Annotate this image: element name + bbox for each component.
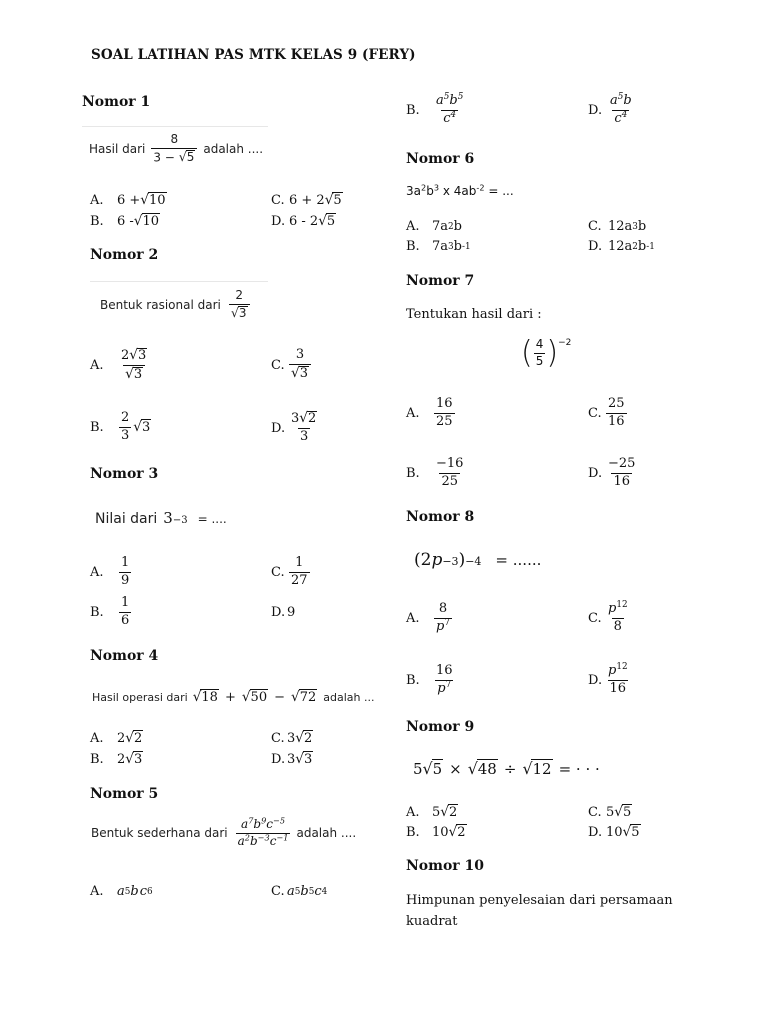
question-2-text <box>100 289 252 321</box>
q3-option-d[interactable]: D. 9 <box>271 605 296 620</box>
q6-option-d[interactable]: D. 12a 2 b -1 <box>588 239 655 254</box>
question-7-heading: Nomor 7 <box>406 273 475 289</box>
question-4-text: Hasil operasi dari √ 18 + √ 50 − √ 72 adalah ... <box>92 689 375 705</box>
q6-option-c[interactable]: C. 12a 3 b <box>588 219 647 234</box>
q5-option-b[interactable]: B. $\frac{a^5b^5}{c^4}$ <box>406 92 464 126</box>
page-title: SOAL LATIHAN PAS MTK KELAS 9 (FERY) <box>91 47 416 63</box>
question-9-expression: 5 √ 5 × √ 48 ÷ √ 12 = · · · <box>413 759 600 778</box>
q5-option-c[interactable]: C. a 5 b 5 c 4 <box>271 884 328 899</box>
question-2-fraction: 2 √ 3 <box>229 289 250 321</box>
fraction-denominator: 3 − <box>153 150 179 165</box>
question-2-heading: Nomor 2 <box>90 247 159 263</box>
q8-option-a[interactable]: A. $\frac{8}{p^7}$ <box>406 601 450 634</box>
question-10-heading: Nomor 10 <box>406 858 485 874</box>
q2-option-c[interactable]: C. 3 √ 3 <box>271 348 313 382</box>
question-2-image <box>90 281 268 331</box>
question-1-fraction: 8 3 − √ 5 <box>151 133 197 165</box>
q7-option-c[interactable]: C. $\frac{25}{16}$ <box>588 396 625 429</box>
q8-option-b[interactable]: B. $\frac{16}{p^7}$ <box>406 663 453 696</box>
question-1-prefix: Hasil dari <box>89 141 146 156</box>
question-8-heading: Nomor 8 <box>406 509 475 525</box>
question-1-heading: Nomor 1 <box>82 94 151 110</box>
q2-option-d[interactable]: D. 3 √ 2 3 <box>271 410 317 445</box>
question-2-prefix: Bentuk rasional dari <box>100 297 221 312</box>
q4-option-b[interactable]: B. 2 √ 3 <box>90 751 143 767</box>
q1-option-d[interactable]: D. 6 - 2 √ 5 <box>271 213 336 229</box>
question-6-heading: Nomor 6 <box>406 151 475 167</box>
fraction-numerator: 8 <box>170 132 179 146</box>
q4-option-a[interactable]: A. 2 √ 2 <box>90 730 143 746</box>
q4-option-d[interactable]: D. 3 √ 3 <box>271 751 313 767</box>
q8-option-d[interactable]: D. $\frac{p^{12}}{16}$ <box>588 662 628 696</box>
q9-option-a[interactable]: A. 5 √ 2 <box>406 804 458 820</box>
question-1-suffix: adalah .... <box>203 141 264 156</box>
question-1-text <box>89 133 263 165</box>
q9-option-b[interactable]: B. 10 √ 2 <box>406 824 466 840</box>
question-5-text: Bentuk sederhana dari $\frac{a^7b^9c^{-5}}{a^2b^{-3}c^{-1}}$ adalah .... <box>91 815 357 848</box>
question-10-line-1: Himpunan penyelesaian dari persamaan <box>406 893 673 908</box>
q4-option-c[interactable]: C. 3 √ 2 <box>271 730 313 746</box>
open-paren: ( <box>521 334 533 372</box>
q5-option-d[interactable]: D. $\frac{a^5b}{c^4}$ <box>588 92 632 126</box>
question-8-expression: (2 p −3 ) −4 = ...... <box>414 550 542 570</box>
question-5-fraction: $\frac{a^7b^9c^{-5}}{a^2b^{-3}c^{-1}}$ <box>237 815 289 848</box>
q9-option-d[interactable]: D. 10 √ 5 <box>588 824 640 840</box>
q9-option-c[interactable]: C. 5 √ 5 <box>588 804 632 820</box>
question-4-heading: Nomor 4 <box>90 648 159 664</box>
question-10-line-2: kuadrat <box>406 914 458 929</box>
q1-option-a[interactable]: A. 6 + √ 10 <box>90 192 166 208</box>
q3-option-b[interactable]: B. $\frac{1}{6}$ <box>90 595 130 628</box>
q7-option-a[interactable]: A. $\frac{16}{25}$ <box>406 396 453 429</box>
question-3-text: Nilai dari 3 −3 = .... <box>95 509 227 527</box>
q1-option-b[interactable]: B. 6 - √ 10 <box>90 213 160 229</box>
question-5-heading: Nomor 5 <box>90 786 159 802</box>
q7-option-d[interactable]: D. $\frac{-25}{16}$ <box>588 456 636 489</box>
q2-option-b[interactable]: B. $\frac{2}{3}$ √ 3 <box>90 410 151 443</box>
q7-option-b[interactable]: B. $\frac{-16}{25}$ <box>406 456 464 489</box>
question-9-heading: Nomor 9 <box>406 719 475 735</box>
q3-option-c[interactable]: C. $\frac{1}{27}$ <box>271 555 308 588</box>
close-paren: ) <box>546 334 559 372</box>
question-7-prompt: Tentukan hasil dari : <box>406 307 542 322</box>
q2-option-a[interactable]: A. 2 √ 3 √ 3 <box>90 347 147 383</box>
question-7-expression: ( $\frac{4}{5}$ ) −2 <box>521 334 572 372</box>
question-3-heading: Nomor 3 <box>90 466 159 482</box>
q8-option-c[interactable]: C. $\frac{p^{12}}{8}$ <box>588 600 628 634</box>
question-6-text: $3a^2b^3$ x $4ab^{-2}$ = ... <box>406 182 514 198</box>
question-1-image <box>82 126 268 170</box>
q6-option-b[interactable]: B. 7a 3 b -1 <box>406 239 471 254</box>
q5-option-a[interactable]: A. a 5 b c 6 <box>90 884 153 899</box>
q3-option-a[interactable]: A. $\frac{1}{9}$ <box>90 555 130 588</box>
q6-option-a[interactable]: A. 7a 2 b <box>406 219 462 234</box>
q1-option-c[interactable]: C. 6 + 2 √ 5 <box>271 192 342 208</box>
